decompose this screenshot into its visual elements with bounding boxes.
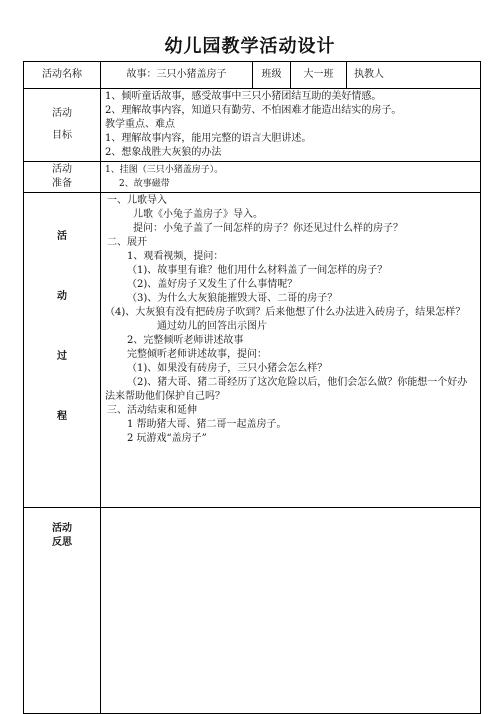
preparation-label: [24, 162, 101, 193]
process-question: （1)、如果没有砖房子，三只小猪会怎么样？: [127, 363, 328, 374]
preparation-row: [24, 162, 481, 193]
process-question: （1)、故事里有谁？他们用什么材料盖了一间怎样的房子？: [127, 265, 388, 276]
process-line: 1 帮助猪大哥、猪二哥一起盖房子。: [127, 419, 287, 430]
process-question: （3)、为什么大灰狼能摧毁大哥、二哥的房子？: [127, 293, 338, 304]
reflection-label-line-2: 反思: [52, 537, 72, 548]
goal-line: 1、倾听童话故事，感受故事中三只小猪团结互助的美好情感。: [105, 91, 382, 102]
goal-line: 2、理解故事内容，知道只有勤劳、不怕困难才能造出结实的房子。: [105, 105, 402, 116]
goals-row: [24, 89, 481, 162]
process-line: 2、完整倾听老师讲述故事: [127, 335, 244, 346]
preparation-line: 1、挂图（三只小猪盖房子）。: [105, 165, 224, 175]
process-label-char: 过: [57, 351, 67, 362]
goal-line: 2、想象战胜大灰狼的办法: [105, 147, 222, 158]
goals-content: [101, 89, 481, 162]
teacher-cell: [347, 62, 481, 89]
activity-name-value: 故事：三只小猪盖房子: [101, 62, 253, 89]
process-line: 通过幼儿的回答出示图片: [157, 321, 267, 332]
process-section-heading: 三、活动结束和延伸: [107, 405, 197, 416]
goals-label: [24, 89, 101, 162]
process-line: 提问：小兔子盖了一间怎样的房子？你还见过什么样的房子？: [133, 223, 403, 234]
process-label-char: 程: [57, 411, 67, 422]
class-value: 大一班: [291, 62, 347, 89]
preparation-content: [101, 162, 481, 193]
goals-label-line-1: 活动: [52, 108, 72, 119]
process-line: 1、观看视频，提问：: [127, 251, 224, 262]
header-row: [24, 62, 481, 89]
process-question: （2)、盖好房子又发生了什么事情呢？: [127, 279, 298, 290]
page-title: 幼儿园教学活动设计: [164, 36, 336, 57]
process-line: 儿歌《小兔子盖房子》导入。: [133, 209, 263, 220]
process-question: （4)、大灰狼有没有把砖房子吹到？后来他想了什么办法进入砖房子，结果怎样？: [105, 307, 466, 318]
goal-line: 1、理解故事内容，能用完整的语言大胆讲述。: [105, 133, 312, 144]
preparation-label-line-2: 准备: [52, 178, 72, 189]
process-section-heading: 一、儿歌导入: [107, 195, 167, 206]
process-label-char: 动: [57, 291, 67, 302]
class-label: 班级: [253, 62, 291, 89]
reflection-label: [24, 508, 101, 714]
process-line: 完整倾听老师讲述故事，提问：: [127, 349, 267, 360]
goals-label-line-2: 目标: [52, 130, 72, 141]
process-line: 2 玩游戏“盖房子”: [127, 433, 207, 444]
process-label-char: 活: [57, 231, 67, 242]
reflection-content[interactable]: [101, 508, 481, 714]
preparation-line: 2、故事磁带: [119, 179, 170, 189]
key-points-heading: 教学重点、难点: [105, 119, 175, 130]
teacher-label: 执教人: [354, 69, 384, 80]
activity-name-label: 活动名称: [24, 62, 101, 89]
process-content: [101, 193, 481, 508]
process-row: [24, 193, 481, 508]
process-question: （2)、猪大哥、猪二哥经历了这次危险以后，他们会怎么做？你能想一个好办法来帮助他们保护自己吗？: [105, 377, 468, 402]
process-section-heading: 二、展开: [107, 237, 147, 248]
process-label: [24, 193, 101, 508]
reflection-label-line-1: 活动: [52, 523, 72, 534]
lesson-plan-table: [23, 61, 481, 714]
preparation-label-line-1: 活动: [52, 164, 72, 175]
reflection-row: [24, 508, 481, 714]
